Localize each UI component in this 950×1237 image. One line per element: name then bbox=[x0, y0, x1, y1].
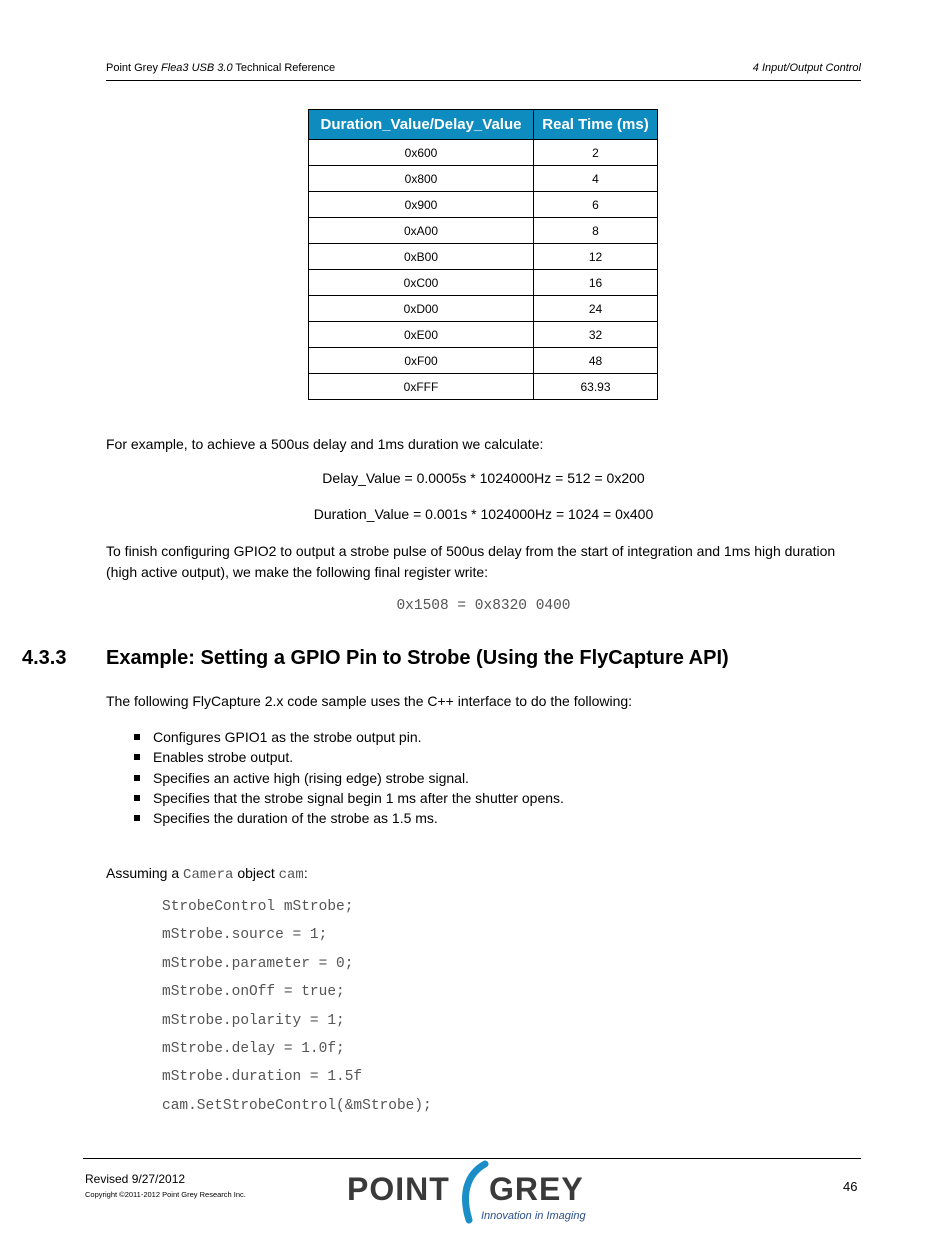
list-item-text: Specifies an active high (rising edge) strobe signal. bbox=[153, 769, 469, 786]
table-cell: 32 bbox=[534, 322, 658, 348]
table-row bbox=[309, 192, 658, 218]
table-cell: 24 bbox=[534, 296, 658, 322]
point-grey-logo bbox=[345, 1160, 597, 1226]
table-header-row bbox=[309, 110, 658, 140]
list-item bbox=[132, 808, 564, 828]
register-write-code: 0x1508 = 0x8320 0400 bbox=[396, 598, 571, 614]
table-row bbox=[309, 140, 658, 166]
duration-equation: Duration_Value = 0.001s * 1024000Hz = 1024 = 0x400 bbox=[313, 506, 654, 522]
table-row bbox=[309, 322, 658, 348]
page-number: 46 bbox=[843, 1179, 858, 1194]
footer-divider bbox=[83, 1158, 861, 1159]
header-product-name: Flea3 USB 3.0 bbox=[161, 62, 233, 74]
bullet-square-icon bbox=[134, 815, 140, 821]
delay-equation: Delay_Value = 0.0005s * 1024000Hz = 512 = 0x200 bbox=[322, 470, 645, 486]
list-item-text: Specifies that the strobe signal begin 1 ms after the shutter opens. bbox=[153, 789, 564, 806]
table-cell: 0xD00 bbox=[309, 296, 534, 322]
code-line: mStrobe.polarity = 1; bbox=[162, 1012, 345, 1029]
code-line: StrobeControl mStrobe; bbox=[162, 899, 354, 915]
table-row bbox=[309, 270, 658, 296]
code-line: mStrobe.parameter = 0; bbox=[162, 955, 354, 972]
table-row bbox=[309, 296, 658, 322]
table-cell: 0xC00 bbox=[309, 270, 534, 296]
assuming-text: object bbox=[233, 865, 279, 881]
finish-paragraph-line: (high active output), we make the following final register write: bbox=[106, 564, 489, 580]
feature-bullet-list bbox=[132, 727, 564, 828]
table-header-value: Duration_Value/Delay_Value bbox=[309, 110, 534, 140]
table-cell: 0xE00 bbox=[309, 322, 534, 348]
camera-class-code: Camera bbox=[183, 867, 234, 883]
bullet-square-icon bbox=[134, 734, 140, 740]
code-line: mStrobe.source = 1; bbox=[162, 927, 328, 944]
list-item-text: Configures GPIO1 as the strobe output pin. bbox=[153, 729, 422, 745]
section-title: Example: Setting a GPIO Pin to Strobe (Using the FlyCapture API) bbox=[106, 647, 729, 669]
copyright-notice: Copyright ©2011-2012 Point Grey Research Inc. bbox=[85, 1190, 246, 1199]
list-item bbox=[132, 727, 564, 747]
table-cell: 0xA00 bbox=[309, 218, 534, 244]
table-cell: 0x800 bbox=[309, 166, 534, 192]
duration-delay-table bbox=[308, 109, 658, 400]
table-row bbox=[309, 218, 658, 244]
logo-word-grey: GREY bbox=[489, 1171, 584, 1207]
table-cell: 0xF00 bbox=[309, 348, 534, 374]
table-row bbox=[309, 244, 658, 270]
code-line: mStrobe.onOff = true; bbox=[162, 984, 345, 1001]
list-item-text: Enables strobe output. bbox=[153, 749, 294, 766]
table-cell: 12 bbox=[534, 244, 658, 270]
cam-variable-code: cam bbox=[278, 867, 304, 883]
header-title-prefix: Point Grey bbox=[106, 62, 162, 74]
bullet-square-icon bbox=[134, 775, 140, 781]
code-sample bbox=[162, 896, 432, 1123]
table-cell: 8 bbox=[534, 218, 658, 244]
table-cell: 0x600 bbox=[309, 140, 534, 166]
list-item bbox=[132, 768, 564, 788]
code-line: cam.SetStrobeControl(&mStrobe); bbox=[162, 1097, 432, 1114]
header-doc-title bbox=[106, 62, 335, 74]
logo-tagline: Innovation in Imaging bbox=[481, 1210, 586, 1222]
table-cell: 4 bbox=[534, 166, 658, 192]
list-item bbox=[132, 747, 564, 767]
code-line: mStrobe.duration = 1.5f bbox=[162, 1069, 363, 1086]
assuming-paragraph bbox=[106, 863, 308, 886]
table-header-time: Real Time (ms) bbox=[534, 110, 658, 140]
section-intro-paragraph: The following FlyCapture 2.x code sample uses the C++ interface to do the following: bbox=[106, 693, 633, 709]
bullet-square-icon bbox=[134, 754, 140, 760]
table-cell: 63.93 bbox=[534, 374, 658, 400]
list-item-text: Specifies the duration of the strobe as 1.5 ms. bbox=[153, 810, 438, 827]
finish-paragraph-line: To finish configuring GPIO2 to output a strobe pulse of 500us delay from the start of integration and 1ms high duration bbox=[106, 543, 836, 559]
section-number: 4.3.3 bbox=[22, 647, 67, 669]
assuming-text: : bbox=[303, 865, 308, 881]
logo-word-point: POINT bbox=[347, 1171, 450, 1207]
assuming-text: Assuming a bbox=[106, 865, 184, 881]
table-cell: 0xB00 bbox=[309, 244, 534, 270]
table-row bbox=[309, 374, 658, 400]
table-cell: 0xFFF bbox=[309, 374, 534, 400]
list-item bbox=[132, 788, 564, 808]
table-cell: 0x900 bbox=[309, 192, 534, 218]
header-title-suffix: Technical Reference bbox=[232, 62, 336, 74]
table-cell: 48 bbox=[534, 348, 658, 374]
table-row bbox=[309, 348, 658, 374]
revision-date: Revised 9/27/2012 bbox=[85, 1172, 186, 1186]
table-row bbox=[309, 166, 658, 192]
table-cell: 2 bbox=[534, 140, 658, 166]
table-cell: 6 bbox=[534, 192, 658, 218]
table-cell: 16 bbox=[534, 270, 658, 296]
example-intro-paragraph: For example, to achieve a 500us delay and 1ms duration we calculate: bbox=[106, 436, 544, 452]
page-header bbox=[106, 62, 861, 81]
code-line: mStrobe.delay = 1.0f; bbox=[162, 1040, 345, 1057]
finish-paragraph bbox=[106, 541, 866, 583]
bullet-square-icon bbox=[134, 795, 140, 801]
header-chapter: 4 Input/Output Control bbox=[752, 62, 861, 74]
